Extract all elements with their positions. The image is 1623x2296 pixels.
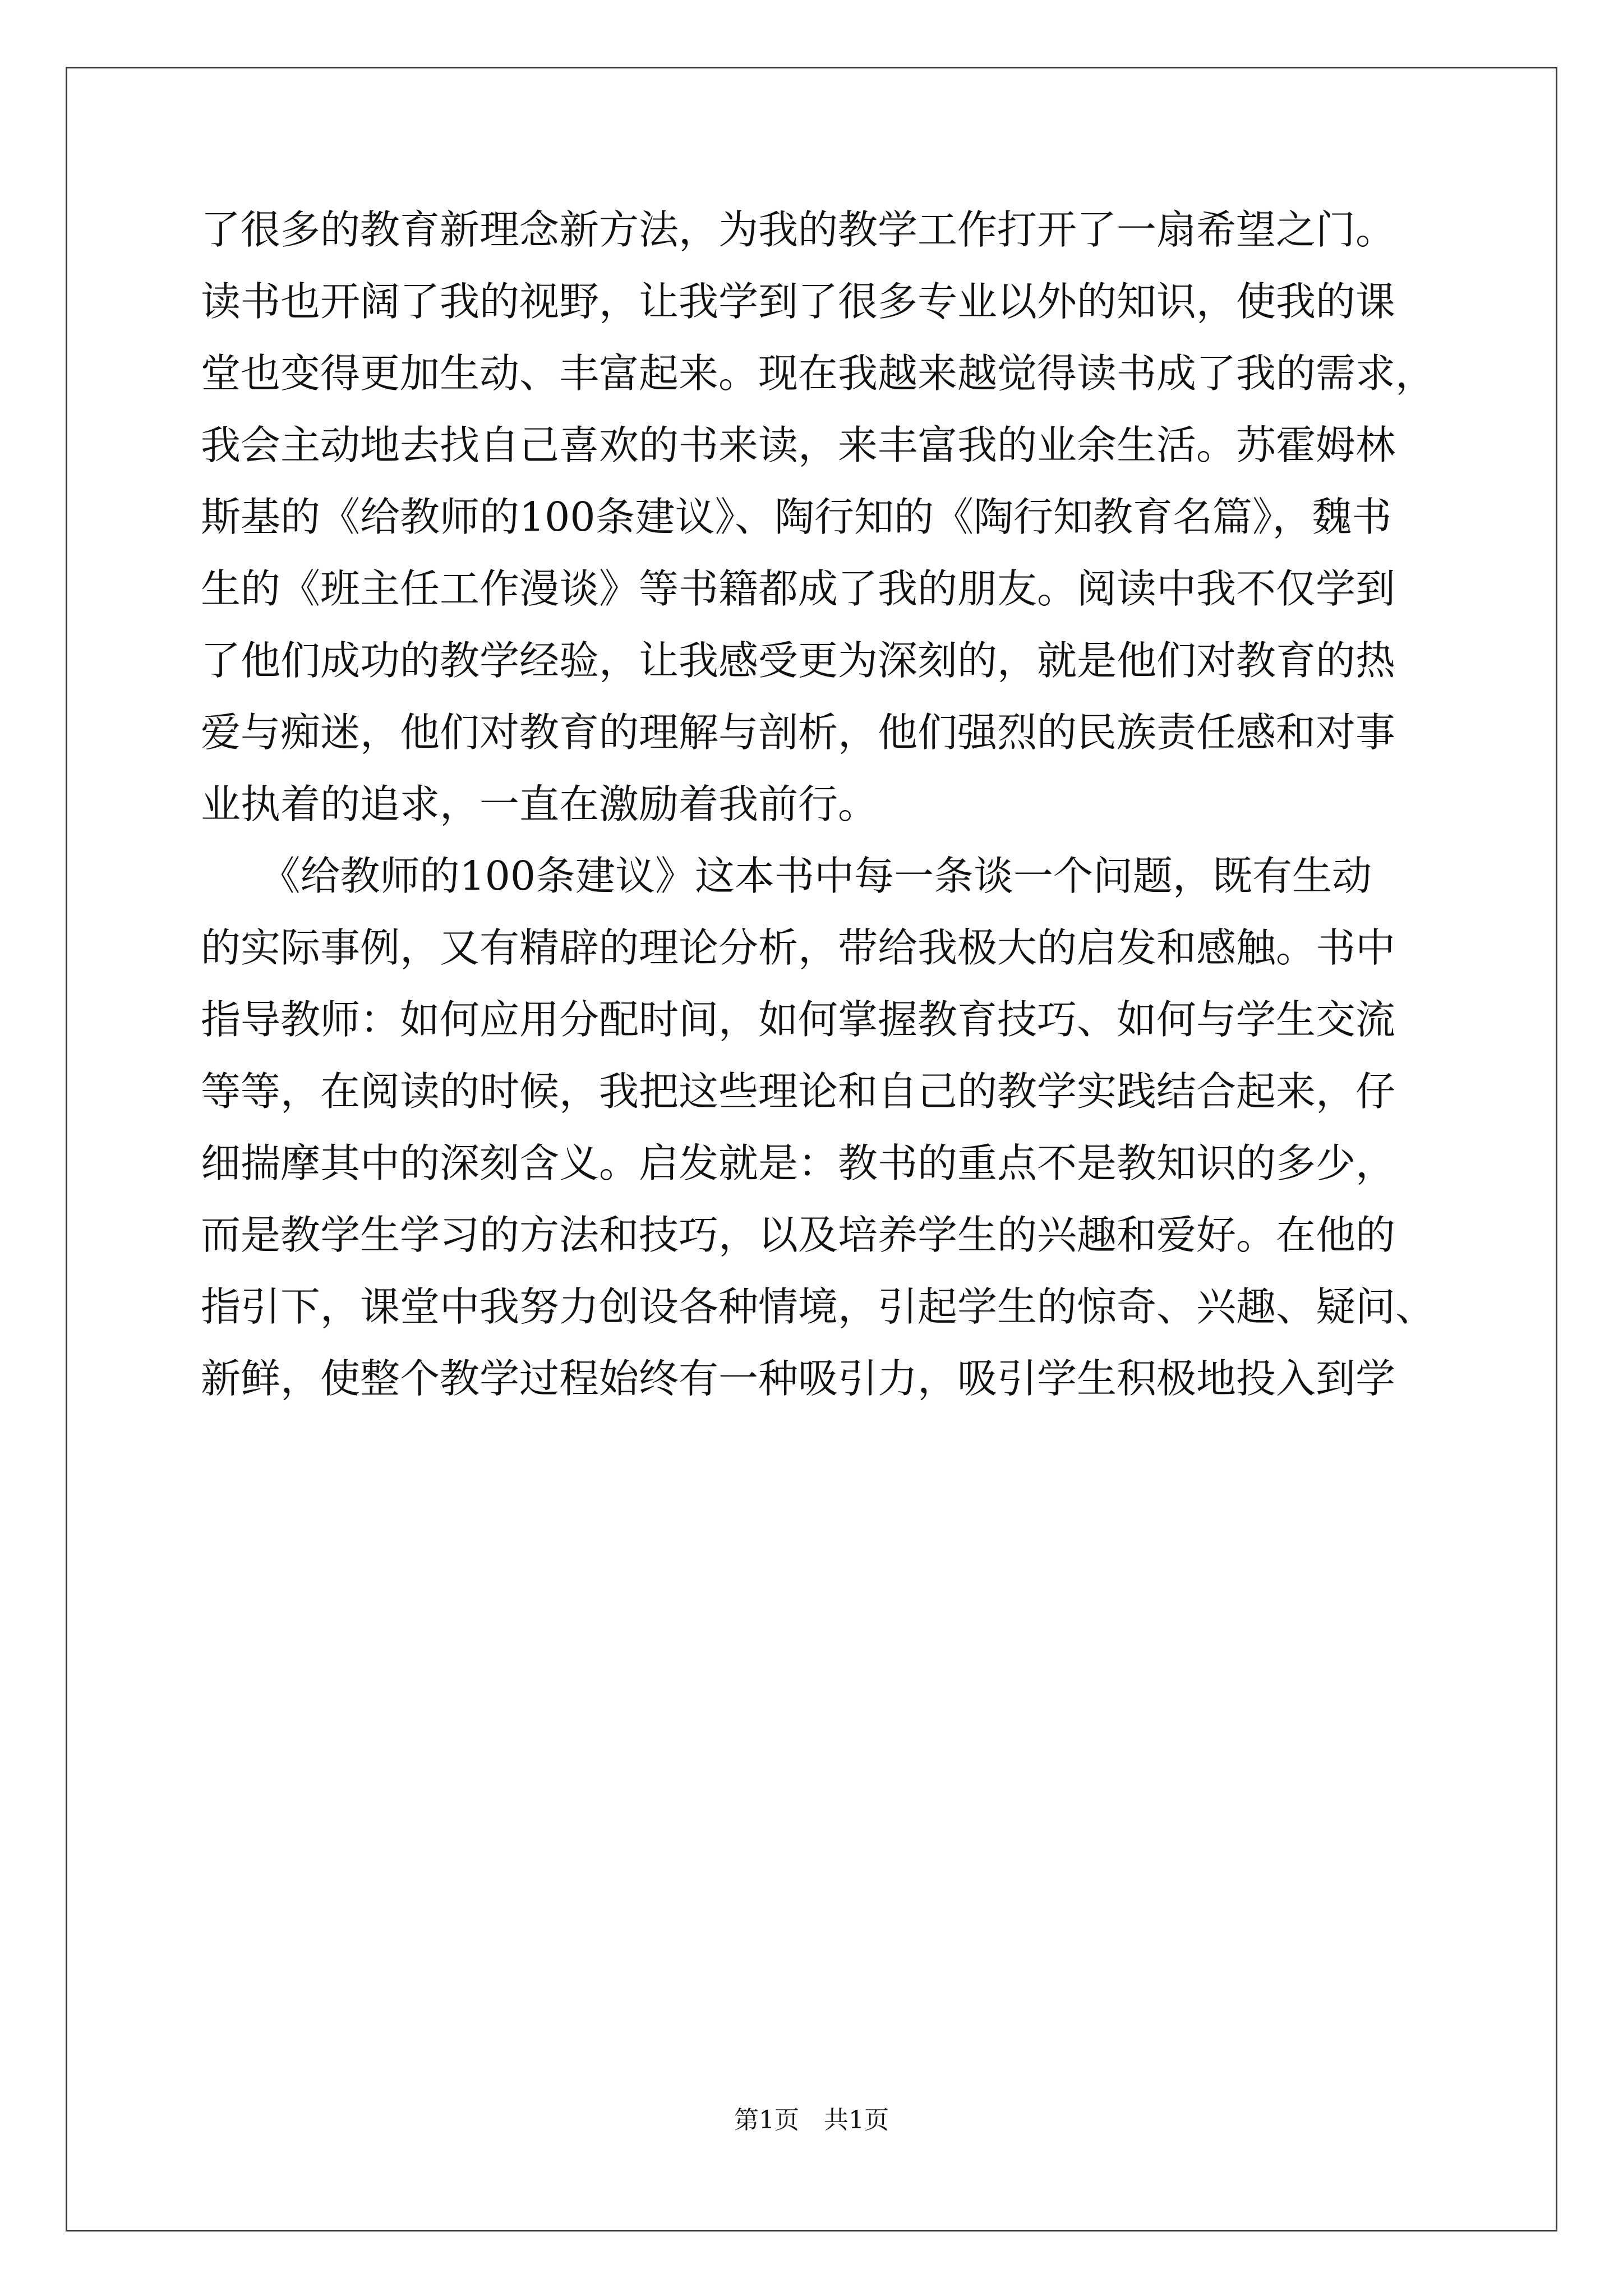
text-line: 而是教学生学习的方法和技巧，以及培养学生的兴趣和爱好。在他的 <box>201 1212 1396 1258</box>
text-line: 读书也开阔了我的视野，让我学到了很多专业以外的知识，使我的课 <box>201 278 1396 325</box>
text-line: 等等，在阅读的时候，我把这些理论和自己的教学实践结合起来，仔 <box>201 1068 1396 1115</box>
text-line: 了他们成功的教学经验，让我感受更为深刻的，就是他们对教育的热 <box>201 637 1396 684</box>
text-line: 业执着的追求，一直在激励着我前行。 <box>201 781 878 827</box>
text-line: 爱与痴迷，他们对教育的理解与剖析，他们强烈的民族责任感和对事 <box>201 709 1396 756</box>
text-line: 指导教师：如何应用分配时间，如何掌握教育技巧、如何与学生交流 <box>201 996 1396 1043</box>
text-line: 生的《班主任工作漫谈》等书籍都成了我的朋友。阅读中我不仅学到 <box>201 565 1396 612</box>
text-line: 堂也变得更加生动、丰富起来。现在我越来越觉得读书成了我的需求， <box>201 350 1436 397</box>
page-footer: 第1页 共1页 <box>734 2106 889 2134</box>
text-line: 细揣摩其中的深刻含义。启发就是：教书的重点不是教知识的多少， <box>201 1140 1396 1186</box>
text-line: 了很多的教育新理念新方法，为我的教学工作打开了一扇希望之门。 <box>201 206 1396 253</box>
text-line: 指引下，课堂中我努力创设各种情境，引起学生的惊奇、兴趣、疑问、 <box>201 1283 1436 1330</box>
text-line: 新鲜，使整个教学过程始终有一种吸引力，吸引学生积极地投入到学 <box>201 1355 1396 1402</box>
text-line: 的实际事例，又有精辟的理论分析，带给我极大的启发和感触。书中 <box>201 924 1396 971</box>
text-line: 《给教师的100条建议》这本书中每一条谈一个问题，既有生动 <box>201 853 1372 899</box>
text-line: 我会主动地去找自己喜欢的书来读，来丰富我的业余生活。苏霍姆林 <box>201 422 1396 468</box>
text-line: 斯基的《给教师的100条建议》、陶行知的《陶行知教育名篇》，魏书 <box>201 494 1392 540</box>
